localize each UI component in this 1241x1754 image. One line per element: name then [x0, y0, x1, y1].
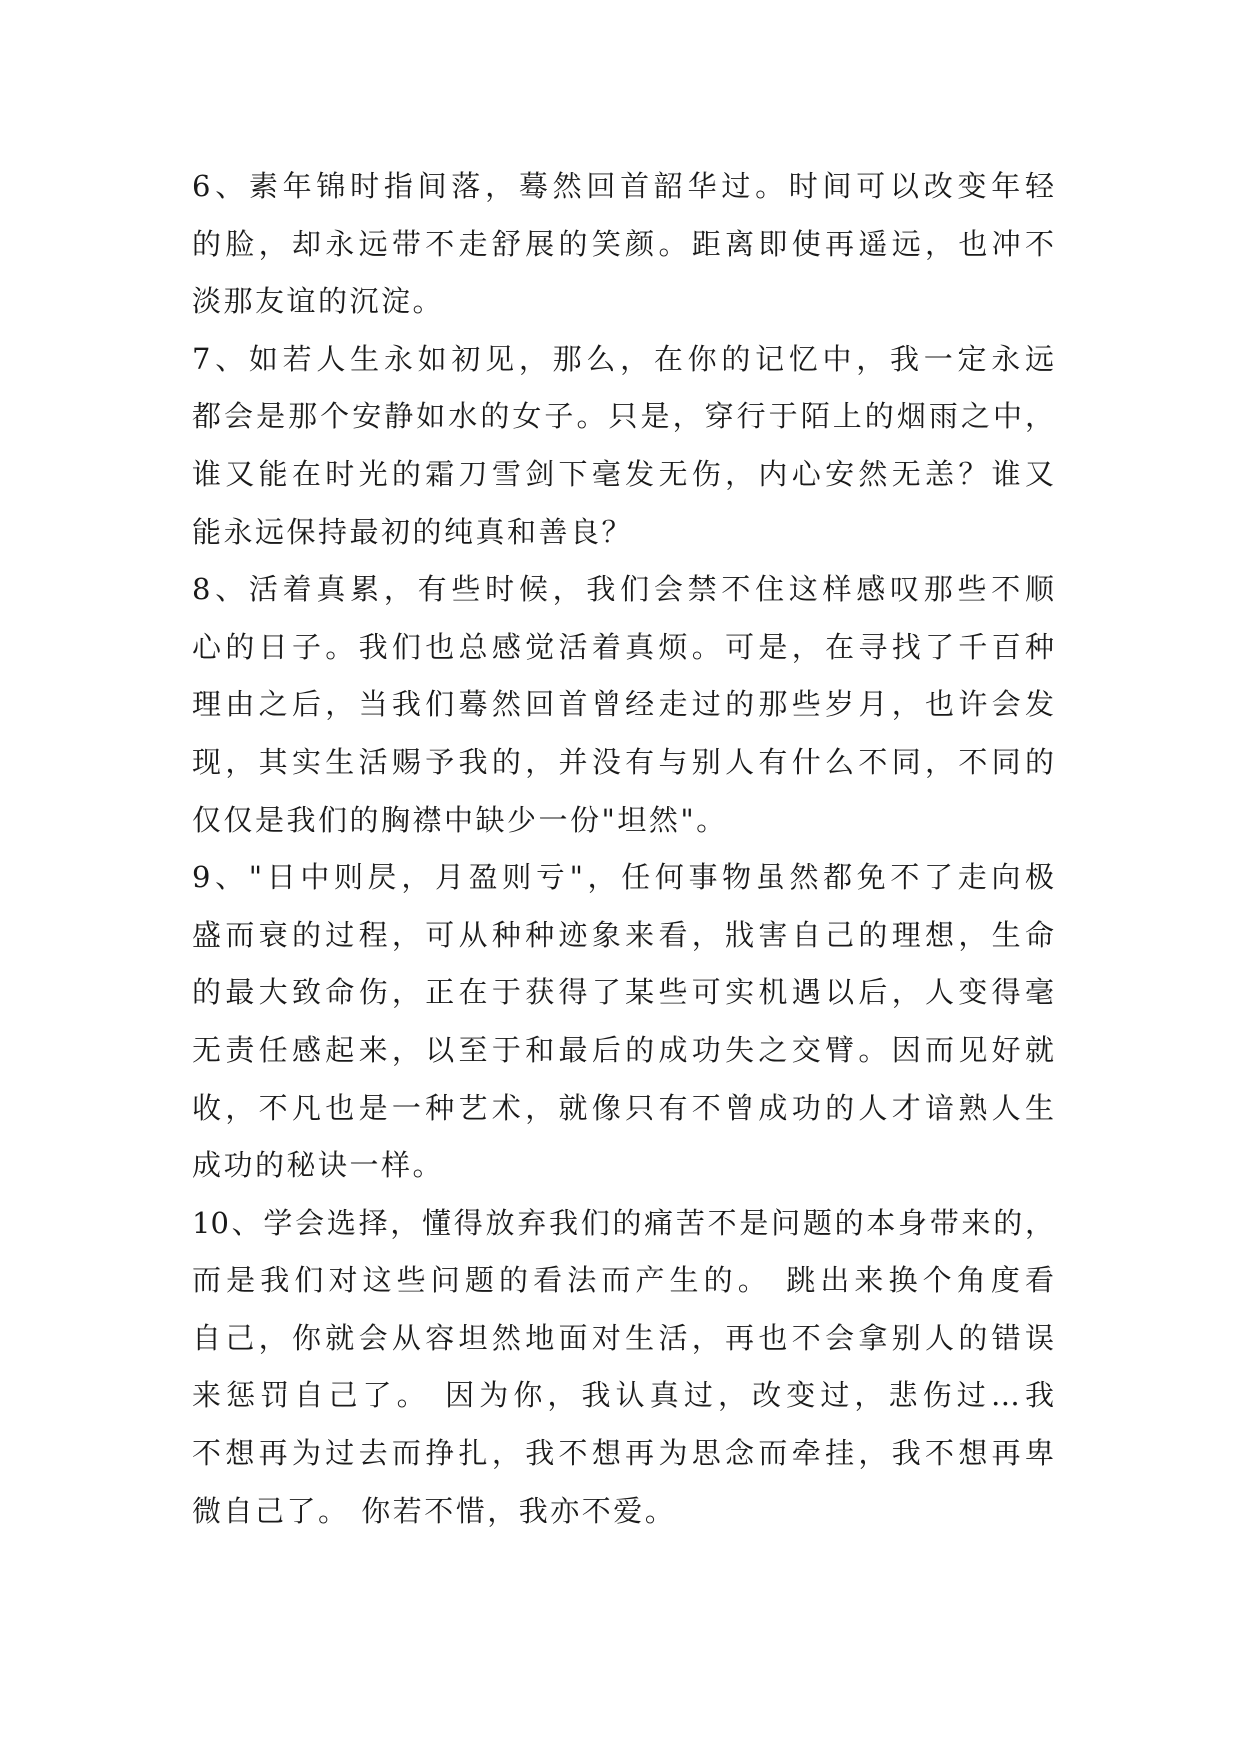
text-line: 微自己了。 你若不惜，我亦不爱。: [192, 1493, 677, 1528]
text-line: 的最大致命伤，正在于获得了某些可实机遇以后，人变得毫: [192, 975, 1054, 1010]
text-line: 理由之后，当我们蓦然回首曾经走过的那些岁月，也许会发: [192, 687, 1054, 722]
text-line: 现，其实生活赐予我的，并没有与别人有什么不同，不同的: [192, 744, 1054, 779]
text-line: 6、素年锦时指间落，蓦然回首韶华过。时间可以改变年轻: [192, 169, 1054, 203]
text-line: 7、如若人生永如初见，那么，在你的记忆中，我一定永远: [192, 341, 1054, 376]
document-body: [192, 158, 1054, 1540]
text-line: 能永远保持最初的纯真和善良？: [192, 514, 634, 549]
text-line: 8、活着真累，有些时候，我们会禁不住这样感叹那些不顺: [192, 572, 1054, 607]
text-line: 9、"日中则昃，月盈则亏"，任何事物虽然都免不了走向极: [192, 860, 1054, 895]
text-line: 不想再为过去而挣扎，我不想再为思念而牵挂，我不想再卑: [192, 1436, 1054, 1471]
text-line: 10、学会选择，懂得放弃我们的痛苦不是问题的本身带来的，: [192, 1205, 1054, 1240]
text-line: 都会是那个安静如水的女子。只是，穿行于陌上的烟雨之中，: [192, 399, 1054, 434]
text-line: 仅仅是我们的胸襟中缺少一份"坦然"。: [192, 802, 728, 837]
text-line: 盛而衰的过程，可从种种迹象来看，戕害自己的理想，生命: [192, 917, 1054, 952]
text-line: 而是我们对这些问题的看法而产生的。 跳出来换个角度看: [192, 1263, 1054, 1298]
text-line: 自己，你就会从容坦然地面对生活，再也不会拿别人的错误: [192, 1320, 1054, 1355]
text-line: 收，不凡也是一种艺术，就像只有不曾成功的人才谙熟人生: [192, 1090, 1054, 1125]
text-line: 的脸，却永远带不走舒展的笑颜。距离即使再遥远，也冲不: [192, 226, 1054, 261]
text-line: 无责任感起来，以至于和最后的成功失之交臂。因而见好就: [192, 1032, 1054, 1067]
text-line: 来惩罚自己了。 因为你，我认真过，改变过，悲伤过…我: [192, 1378, 1054, 1413]
text-line: 心的日子。我们也总感觉活着真烦。可是，在寻找了千百种: [192, 629, 1054, 664]
text-line: 淡那友谊的沉淀。: [192, 284, 445, 319]
text-line: 成功的秘诀一样。: [192, 1148, 445, 1183]
text-line: 谁又能在时光的霜刀雪剑下毫发无伤，内心安然无恙？谁又: [192, 456, 1054, 491]
